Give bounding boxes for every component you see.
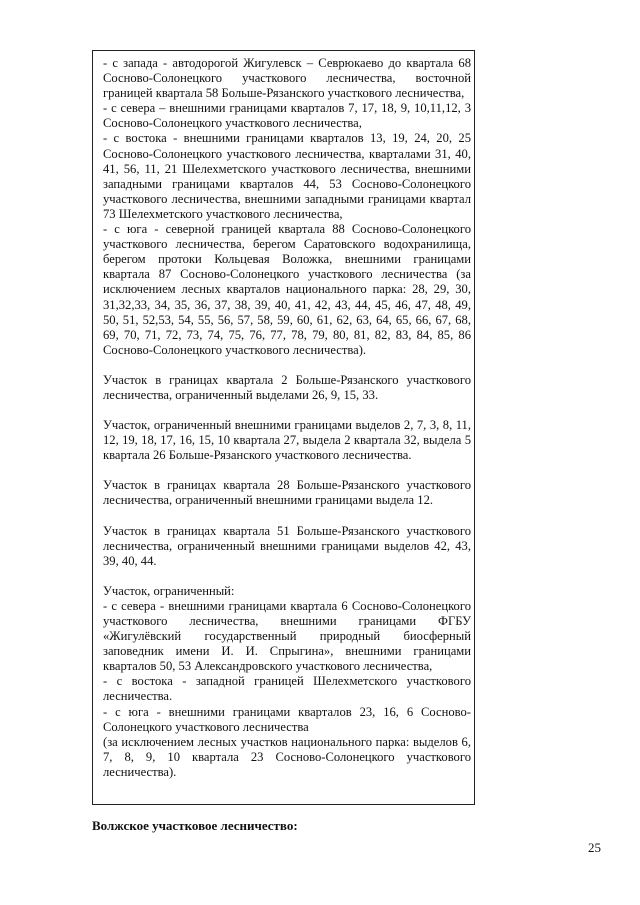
east-boundary-text: - с востока - внешними границами кварталов 13, 19, 24, 20, 25 Сосново-Солонецкого участкового лесничества, кварталами 31, 40, 41, 56, 11, 21 Шелехметского участкового лесничества, внешними западными границами кварталов 44, 53 Сосново-Солонецкого участкового лесничества, внешними западными границами квартал 73 Шелехметского участкового лесничества,	[103, 131, 471, 221]
table-cell-frame	[92, 50, 475, 805]
exclusion-text: (за исключением лесных участков национального парка: выделов 6, 7, 8, 9, 10 квартала 23 Сосново-Солонецкого участкового лесничества).	[103, 734, 471, 779]
plot-text: Участок в границах квартала 2 Больше-Рязанского участкового лесничества, ограниченный выделами 26, 9, 15, 33.	[103, 372, 471, 402]
south-boundary-text: - с юга - внешними границами кварталов 23, 16, 6 Сосново-Солонецкого участкового лесничества	[103, 704, 471, 734]
south-boundary-text: - с юга - северной границей квартала 88 Сосново-Солонецкого участкового лесничества, берегом Саратовского водохранилища, берегом протоки Кольцевая Воложка, внешними границами квартала 87 Сосново-Солонецкого участкового лесничества (за исключением лесных кварталов национального парка: 28, 29, 30, 31,32,33, 34, 35, 36, 37, 38, 39, 40, 41, 42, 43, 44, 45, 46, 47, 48, 49, 50, 51, 52,53, 54, 55, 56, 57, 58, 59, 60, 61, 62, 63, 64, 65, 66, 67, 68, 69, 70, 71, 72, 73, 74, 75, 76, 77, 78, 79, 80, 81, 82, 83, 84, 85, 86 Сосново-Солонецкого участкового лесничества).	[103, 222, 471, 357]
plot-text: Участок в границах квартала 28 Больше-Рязанского участкового лесничества, ограниченный внешними границами выдела 12.	[103, 478, 471, 508]
north-boundary-text: - с севера - внешними границами квартала 6 Сосново-Солонецкого участкового лесничества, внешними границами ФГБУ «Жигулёвский государственный природный биосферный заповедник имени И. И. Спрыгина», внешними границами кварталов 50, 53 Александровского участкового лесничества,	[103, 598, 471, 674]
plot-block-quarter-51	[103, 524, 471, 569]
plot-intro-text: Участок, ограниченный:	[103, 583, 235, 598]
section-title: Волжское участковое лесничество:	[92, 818, 298, 833]
page-number: 25	[588, 840, 601, 855]
plot-block-quarter-28	[103, 478, 471, 508]
boundary-description-block	[103, 56, 471, 358]
plot-block-quarter-2	[103, 373, 471, 403]
plot-block-bounded	[103, 584, 471, 780]
east-boundary-text: - с востока - западной границей Шелехметского участкового лесничества.	[103, 674, 471, 704]
north-boundary-text: - с севера – внешними границами кварталов 7, 17, 18, 9, 10,11,12, 3 Сосново-Солонецкого участкового лесничества,	[103, 101, 471, 131]
plot-text: Участок, ограниченный внешними границами выделов 2, 7, 3, 8, 11, 12, 19, 18, 17, 16, 15, 10 квартала 27, выдела 2 квартала 32, выдела 5 квартала 26 Больше-Рязанского участкового лесничества.	[103, 418, 471, 463]
plot-block-quarter-27	[103, 418, 471, 463]
west-boundary-text: - с запада - автодорогой Жигулевск – Севрюкаево до квартала 68 Сосново-Солонецкого участкового лесничества, восточной границей квартала 58 Больше-Рязанского участкового лесничества,	[103, 56, 471, 101]
plot-text: Участок в границах квартала 51 Больше-Рязанского участкового лесничества, ограниченный внешними границами выделов 42, 43, 39, 40, 44.	[103, 523, 471, 568]
